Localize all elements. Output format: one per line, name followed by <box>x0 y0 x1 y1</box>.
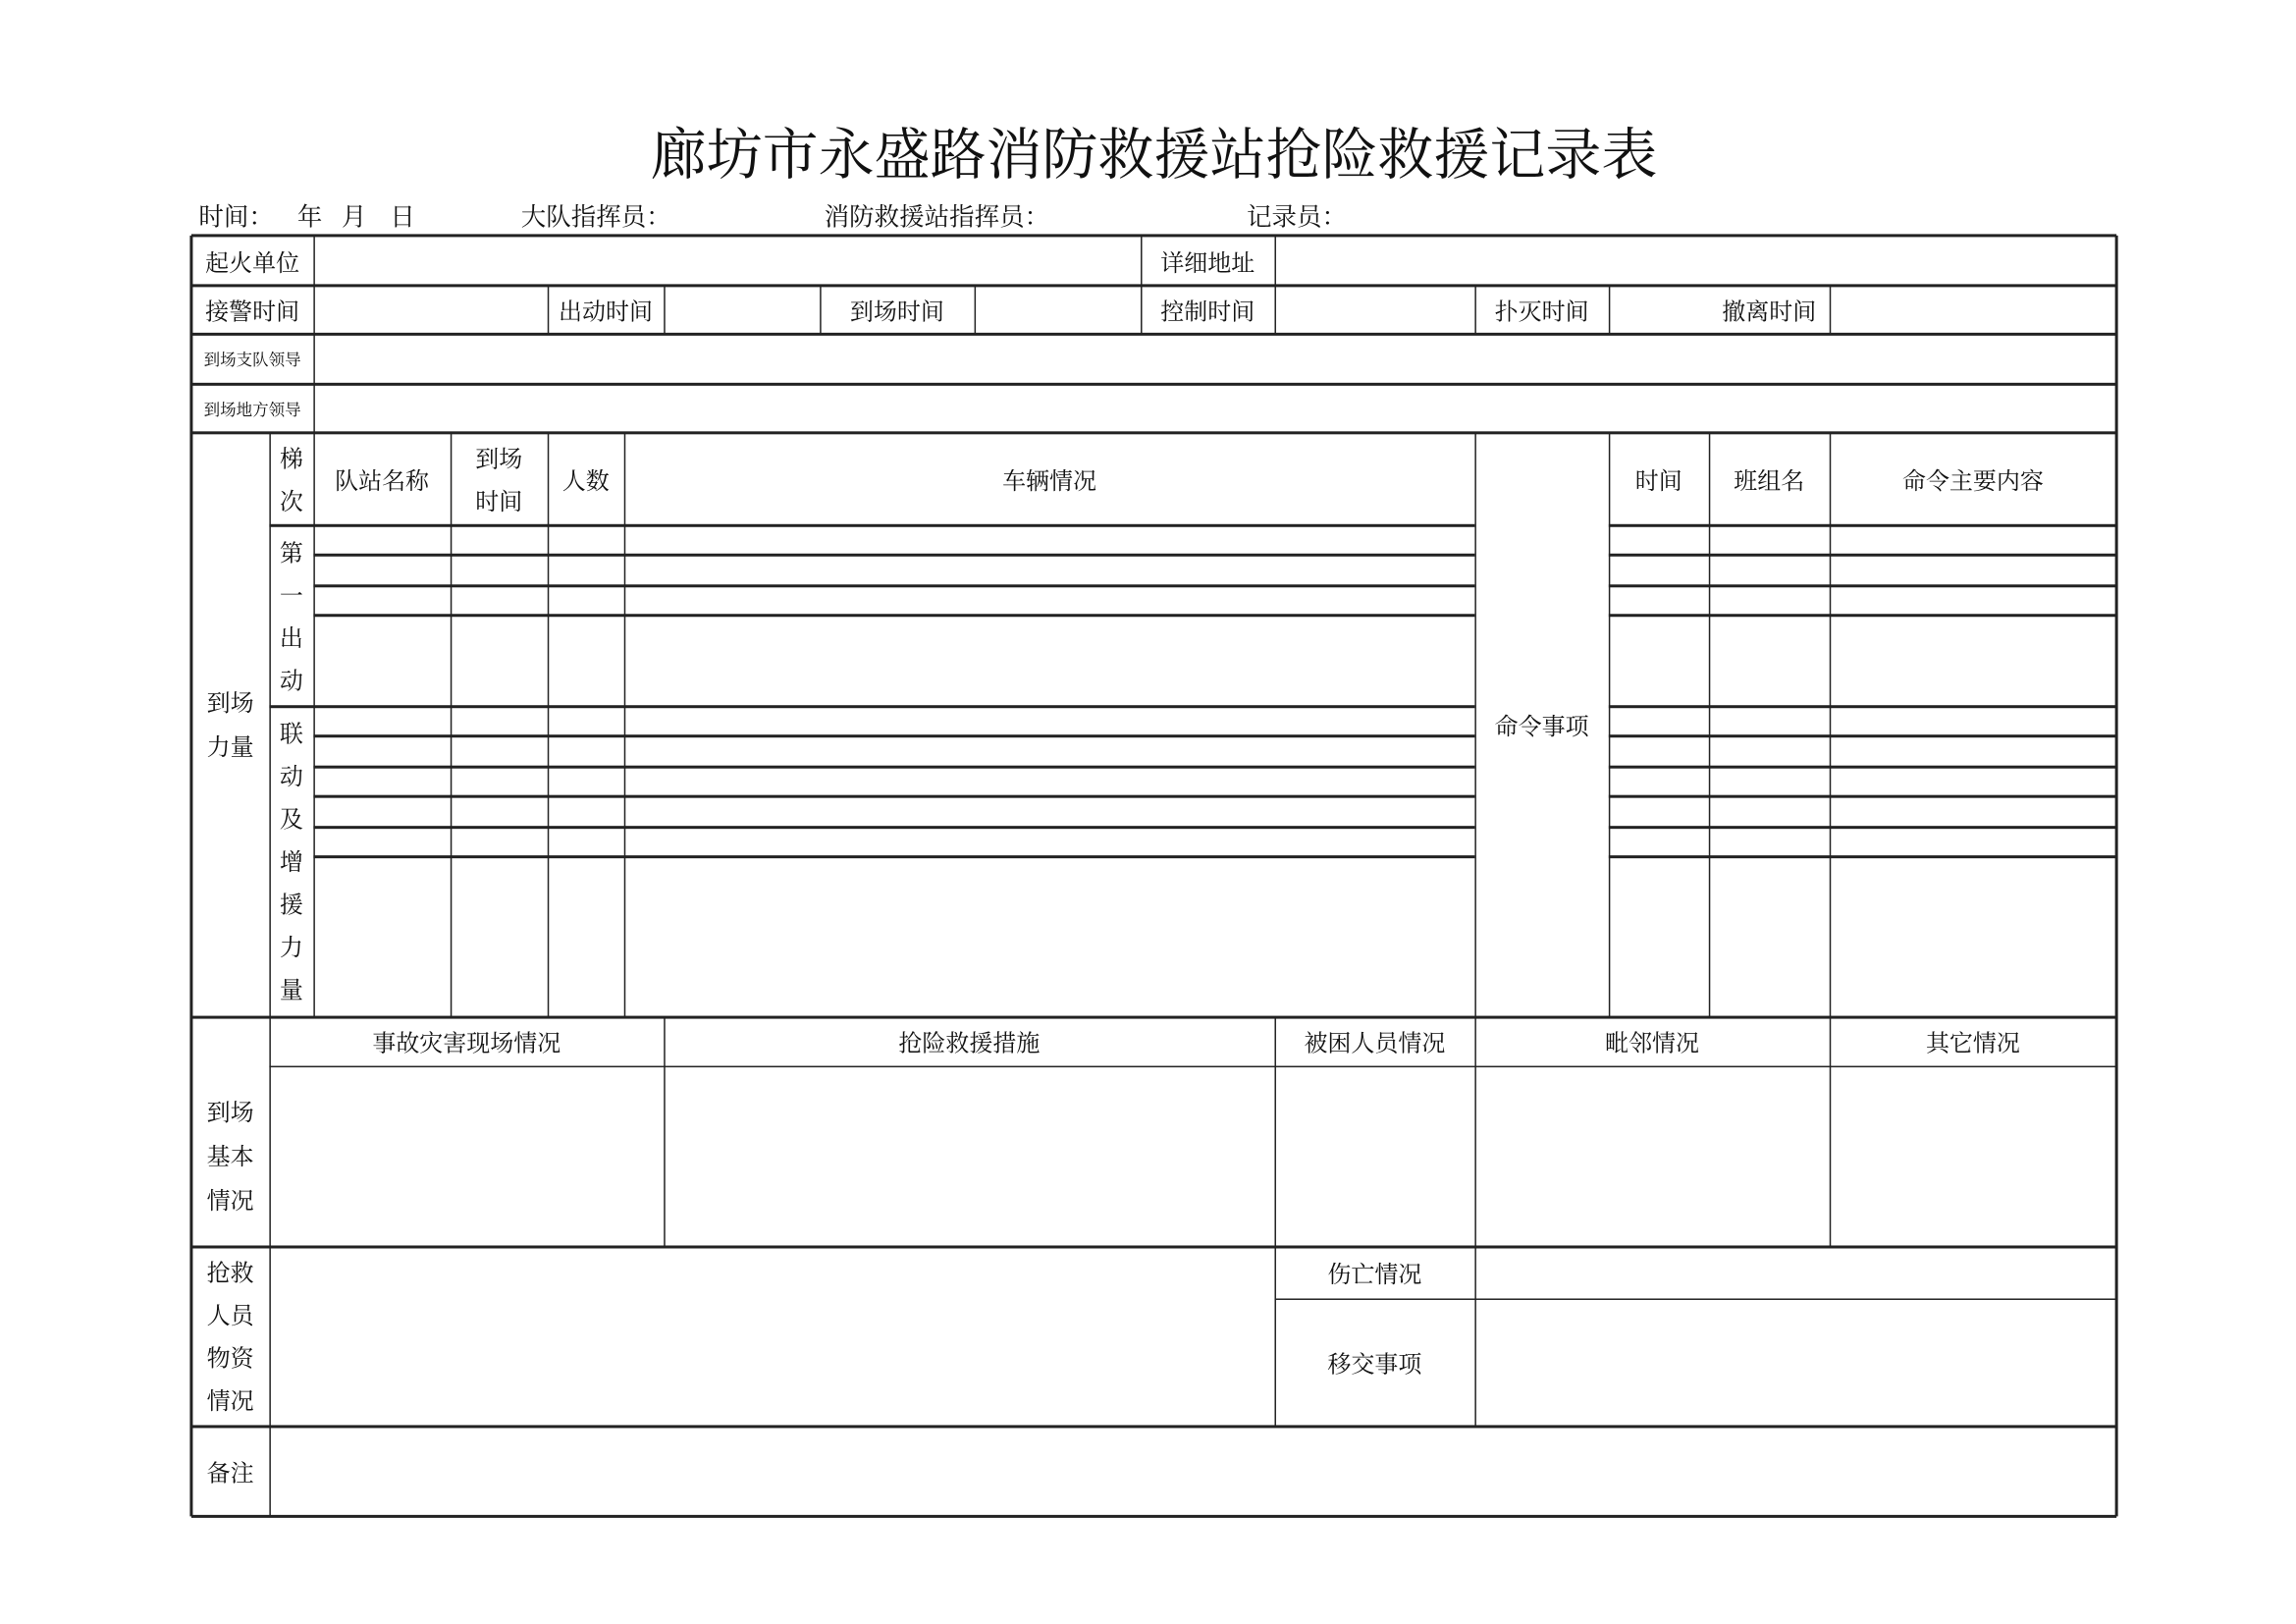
order-time-header: 时间 <box>1634 466 1682 495</box>
address-label: 详细地址 <box>1160 247 1255 277</box>
grid-line <box>1609 735 2116 737</box>
handover-label: 移交事项 <box>1327 1349 1422 1379</box>
brigade-commander-label: 大队指挥员： <box>520 202 671 233</box>
grid-line <box>1609 766 2116 768</box>
page-title: 廊坊市永盛路消防救援站抢险救援记录表 <box>650 122 1658 188</box>
time-label: 时间： <box>198 202 274 233</box>
control-time-label: 控制时间 <box>1160 297 1255 326</box>
station-name-header: 队站名称 <box>335 466 430 495</box>
arrive-time-header: 到场时间 <box>475 444 523 515</box>
local-leader-label: 到场地方领导 <box>203 400 301 419</box>
casualties-label: 伤亡情况 <box>1327 1260 1422 1288</box>
scene-header: 事故灾害现场情况 <box>372 1029 561 1057</box>
adjacent-header: 毗邻情况 <box>1605 1029 1700 1057</box>
remarks-field[interactable] <box>269 1427 2116 1516</box>
month-label: 月 <box>341 202 367 233</box>
other-header: 其它情况 <box>1925 1029 2020 1057</box>
local-leader-field[interactable] <box>313 384 2116 432</box>
grid-line <box>313 795 1474 797</box>
control-time-field[interactable] <box>1274 286 1474 334</box>
grid-line <box>1609 615 2116 617</box>
casualties-field[interactable] <box>1474 1247 2116 1298</box>
recorder-label: 记录员： <box>1246 202 1347 233</box>
grid-line <box>1609 706 2116 708</box>
grid-line <box>1609 554 2116 556</box>
trapped-header: 被困人员情况 <box>1304 1029 1446 1057</box>
withdraw-time-field[interactable] <box>1830 286 2116 334</box>
fire-unit-field[interactable] <box>313 236 1141 286</box>
echelon-header: 梯次 <box>279 444 303 515</box>
rescue-field[interactable] <box>269 1247 1274 1427</box>
detachment-leader-label: 到场支队领导 <box>203 350 301 370</box>
withdraw-time-label: 撤离时间 <box>1722 297 1817 326</box>
grid-line <box>313 827 1474 829</box>
grid-line <box>313 585 1474 587</box>
forces-section-label: 到场力量 <box>206 687 254 761</box>
first-dispatch-label: 第一出动 <box>279 538 303 694</box>
grid-line <box>1609 827 2116 829</box>
team-name-header: 班组名 <box>1734 466 1805 495</box>
grid-line <box>1609 856 2116 858</box>
arrival-time-label: 到场时间 <box>849 297 944 326</box>
order-content-header: 命令主要内容 <box>1901 466 2044 495</box>
address-field[interactable] <box>1274 236 2116 286</box>
basic-section-label: 到场基本情况 <box>206 1097 254 1215</box>
day-label: 日 <box>390 202 415 233</box>
handover-field[interactable] <box>1474 1298 2116 1426</box>
grid-line <box>1609 585 2116 587</box>
extinguish-time-field[interactable] <box>1609 286 1709 334</box>
extinguish-time-label: 扑灭时间 <box>1494 297 1589 326</box>
rescue-section-label: 抢救人员物资情况 <box>206 1258 254 1415</box>
fire-unit-label: 起火单位 <box>205 247 300 277</box>
people-header: 人数 <box>561 466 610 495</box>
alarm-time-field[interactable] <box>313 286 547 334</box>
grid-line <box>313 735 1474 737</box>
grid-line <box>313 615 1474 617</box>
grid-line <box>1829 433 1830 1247</box>
remarks-label: 备注 <box>206 1458 254 1488</box>
alarm-time-label: 接警时间 <box>205 297 300 326</box>
orders-label: 命令事项 <box>1494 712 1589 741</box>
grid-line <box>313 856 1474 858</box>
grid-line <box>313 766 1474 768</box>
dispatch-time-field[interactable] <box>664 286 820 334</box>
grid-line <box>1609 795 2116 797</box>
measures-header: 抢险救援措施 <box>898 1029 1041 1057</box>
dispatch-time-label: 出动时间 <box>558 297 653 326</box>
station-commander-label: 消防救援站指挥员： <box>824 202 1050 233</box>
reinforcement-label: 联动及增援力量 <box>279 720 303 1004</box>
vehicles-header: 车辆情况 <box>1002 466 1097 495</box>
detachment-leader-field[interactable] <box>313 334 2116 384</box>
year-label: 年 <box>296 202 323 233</box>
arrival-time-field[interactable] <box>975 286 1141 334</box>
grid-line <box>313 554 1474 556</box>
